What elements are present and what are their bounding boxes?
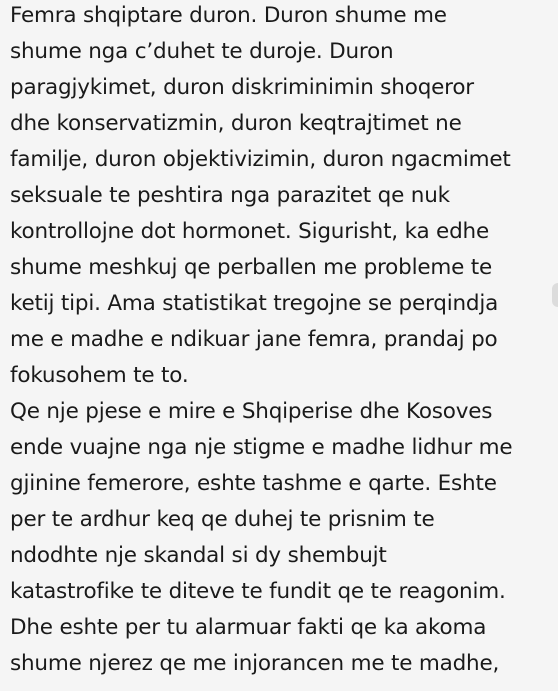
text-line-6: seksuale te peshtira nga parazitet qe nuk <box>10 183 450 208</box>
text-line-19: shume njerez qe me injorancen me te madhe, <box>10 651 500 676</box>
text-line-8: shume meshkuj qe perballen me probleme te <box>10 255 493 280</box>
text-line-17: katastrofike te diteve te fundit qe te reagonim. <box>10 579 506 604</box>
text-line-1: Femra shqiptare duron. Duron shume me <box>10 3 447 28</box>
text-line-18: Dhe eshte per tu alarmuar fakti qe ka akoma <box>10 615 487 640</box>
text-line-9: ketij tipi. Ama statistikat tregojne se perqindja <box>10 291 499 316</box>
text-line-12: Qe nje pjese e mire e Shqiperise dhe Kosoves <box>10 399 493 424</box>
text-line-4: dhe konservatizmin, duron keqtrajtimet ne <box>10 111 462 136</box>
text-line-7: kontrollojne dot hormonet. Sigurisht, ka edhe <box>10 219 489 244</box>
text-line-13: ende vuajne nga nje stigme e madhe lidhur me <box>10 435 513 460</box>
text-line-2: shume nga c’duhet te duroje. Duron <box>10 39 394 64</box>
text-line-10: me e madhe e ndikuar jane femra, prandaj po <box>10 327 498 352</box>
text-line-3: paragjykimet, duron diskriminimin shoqeror <box>10 75 474 100</box>
text-line-11: fokusohem te to. <box>10 363 189 388</box>
scroll-handle[interactable] <box>552 283 558 307</box>
text-line-14: gjinine femerore, eshte tashme e qarte. Eshte <box>10 471 497 496</box>
text-line-16: ndodhte nje skandal si dy shembujt <box>10 543 387 568</box>
text-line-15: per te ardhur keq qe duhej te prisnim te <box>10 507 435 532</box>
text-line-5: familje, duron objektivizimin, duron ngacmimet <box>10 147 511 172</box>
